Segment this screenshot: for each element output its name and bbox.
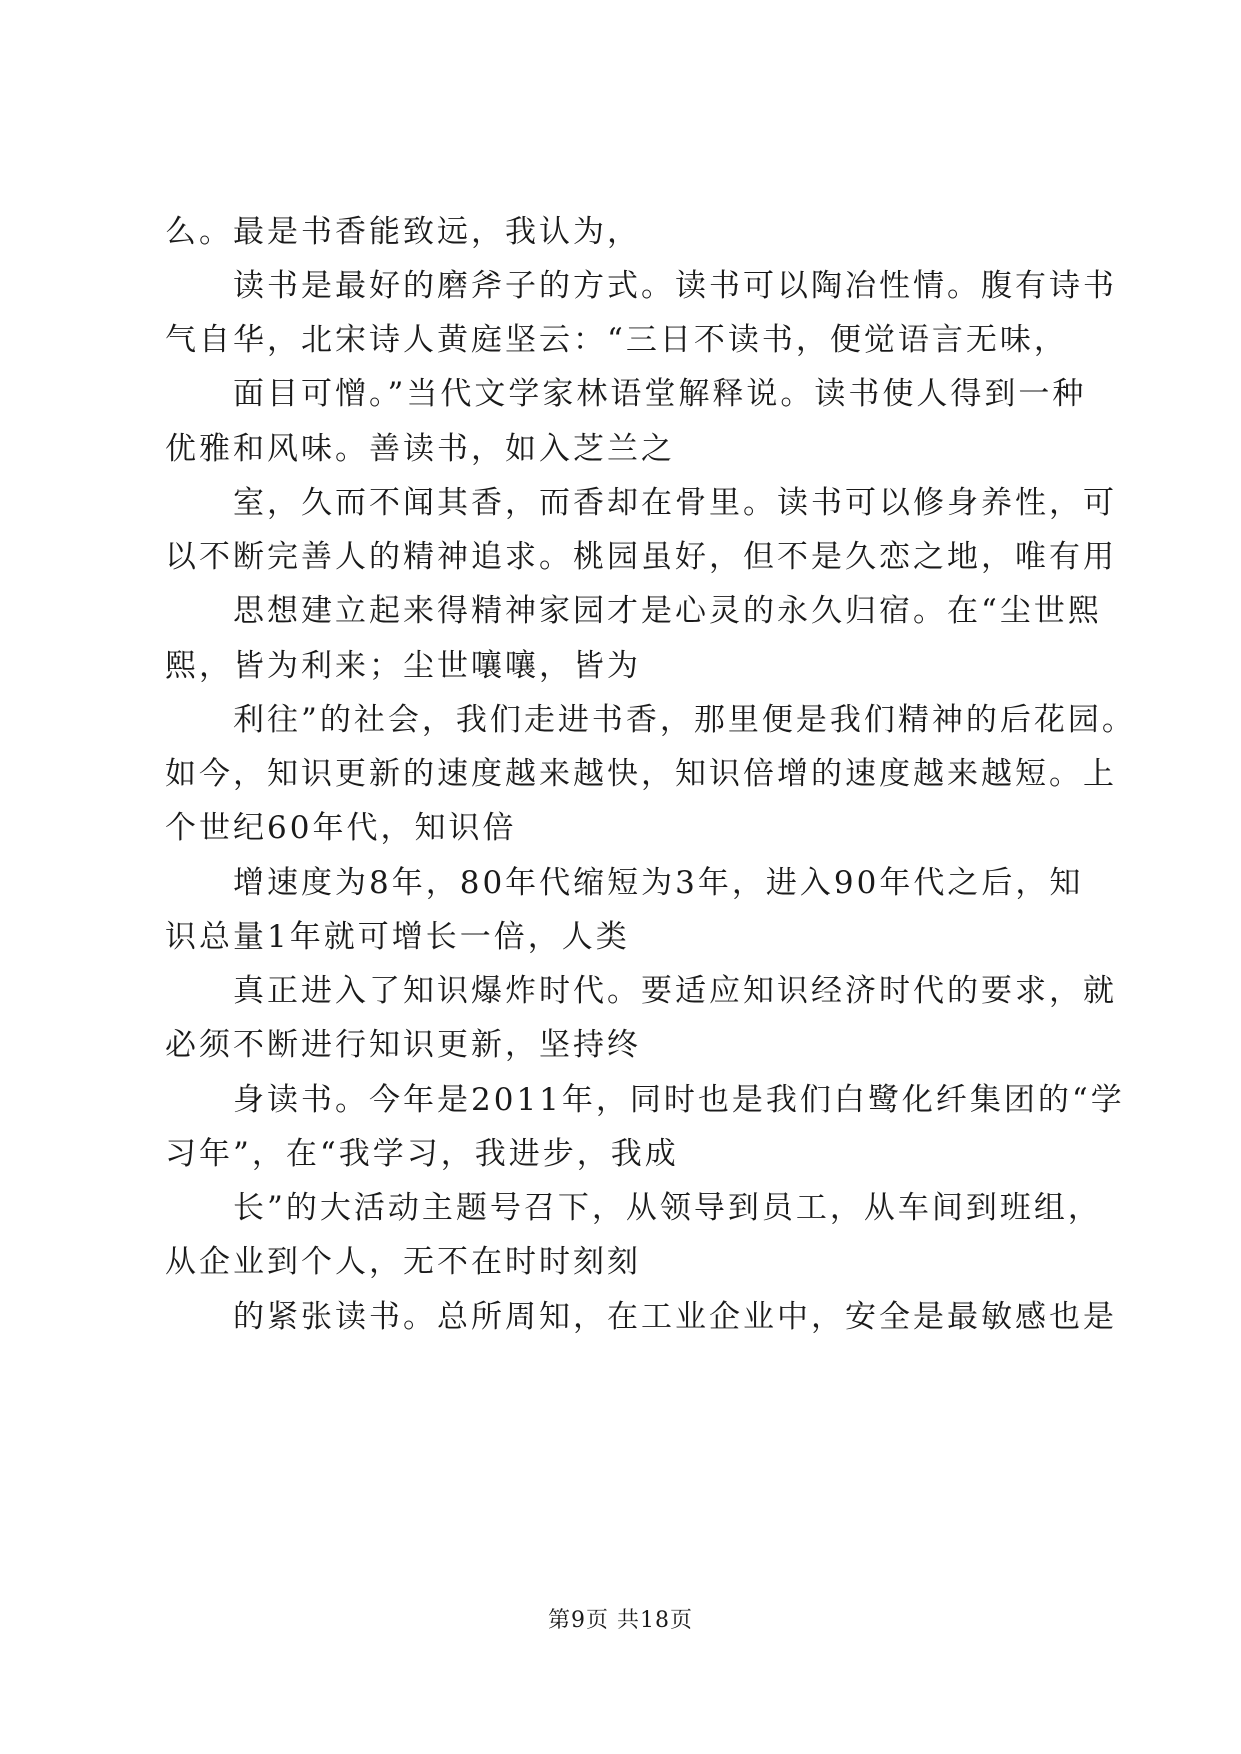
text-line: 识总量1年就可增长一倍，人类 [165,919,630,955]
text-line: 真正进入了知识爆炸时代。要适应知识经济时代的要求，就 [233,973,1117,1009]
text-line: 习年”，在“我学习，我进步，我成 [165,1136,679,1172]
text-line: 增速度为8年，80年代缩短为3年，进入90年代之后，知 [233,865,1084,901]
text-line: 从企业到个人，无不在时时刻刻 [165,1244,641,1280]
text-line: 优雅和风味。善读书，如入芝兰之 [165,431,675,467]
text-line: 身读书。今年是2011年，同时也是我们白鹭化纤集团的“学 [233,1082,1125,1118]
text-line: 气自华，北宋诗人黄庭坚云：“三日不读书，便觉语言无味， [165,322,1068,358]
text-line: 必须不断进行知识更新，坚持终 [165,1027,641,1063]
text-line: 么。最是书香能致远，我认为， [165,214,641,250]
text-line: 以不断完善人的精神追求。桃园虽好，但不是久恋之地，唯有用 [165,539,1117,575]
text-line: 读书是最好的磨斧子的方式。读书可以陶冶性情。腹有诗书 [233,268,1117,304]
text-line: 室，久而不闻其香，而香却在骨里。读书可以修身养性，可 [233,485,1117,521]
text-line: 利往”的社会，我们走进书香，那里便是我们精神的后花园。 [233,702,1136,738]
text-line: 熙，皆为利来；尘世嚷嚷，皆为 [165,648,641,684]
text-line: 长”的大活动主题号召下，从领导到员工，从车间到班组， [233,1190,1102,1226]
text-line: 个世纪60年代，知识倍 [165,810,517,846]
text-line: 的紧张读书。总所周知，在工业企业中，安全是最敏感也是 [233,1299,1117,1335]
text-line: 如今，知识更新的速度越来越快，知识倍增的速度越来越短。上 [165,756,1117,792]
page-number-footer: 第9页 共18页 [548,1608,693,1633]
text-line: 思想建立起来得精神家园才是心灵的永久归宿。在“尘世熙 [233,593,1102,629]
text-line: 面目可憎。”当代文学家林语堂解释说。读书使人得到一种 [233,376,1087,412]
